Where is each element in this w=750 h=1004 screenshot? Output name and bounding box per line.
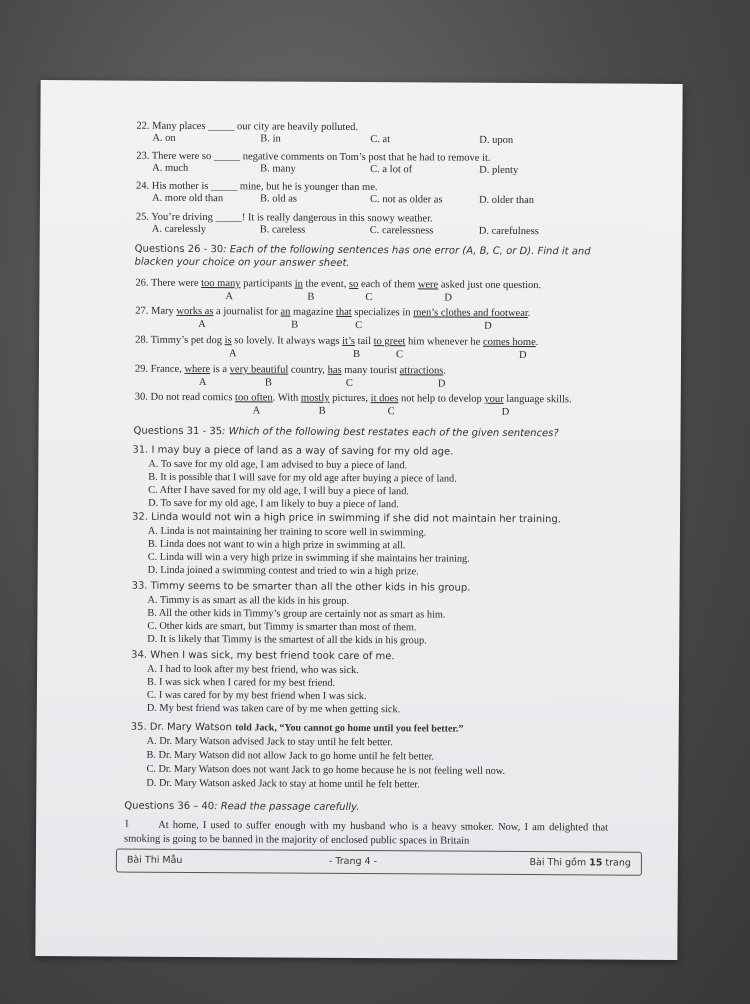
option-b: B. careless xyxy=(259,224,306,236)
error-marker-a: A xyxy=(225,291,233,303)
question-34: 34. When I was sick, my best friend took care of me. xyxy=(131,649,395,663)
footer-page-number: - Trang 4 - xyxy=(328,855,378,868)
question-32-option-d: D. Linda joined a swimming contest and tried to win a high prize. xyxy=(147,564,419,578)
exam-sheet xyxy=(35,80,682,960)
error-marker-a: A xyxy=(198,319,206,331)
error-marker-a: A xyxy=(198,377,207,389)
option-d: D. older than xyxy=(478,194,535,207)
question-34-option-c: C. I was cared for by my best friend when I was sick. xyxy=(146,689,367,703)
error-marker-a: A xyxy=(228,348,237,360)
question-35-option-d: D. Dr. Mary Watson asked Jack to stay at home until he felt better. xyxy=(146,777,420,791)
question-33-option-c: C. Other kids are smart, but Timmy is smarter than most of them. xyxy=(147,620,417,634)
option-d: D. plenty xyxy=(479,164,519,176)
footer-page-count: Bài Thi gồm 15 trang xyxy=(529,857,631,869)
page-footer xyxy=(116,849,642,876)
passage-text: At home, I used to suffer enough with my husband who is a heavy smoker. Now, I am delighted that smoking is going to be banned in the majority of enclosed public spaces in Britain xyxy=(124,819,609,847)
question-33-option-d: D. It is likely that Timmy is the smartest of all the kids in his group. xyxy=(147,633,427,647)
error-marker-d: D xyxy=(444,292,452,304)
question-24: 24. His mother is _____ mine, but he is younger than me. xyxy=(136,180,378,194)
option-b: B. many xyxy=(260,163,296,175)
error-marker-b: B xyxy=(264,377,272,389)
error-marker-b: B xyxy=(291,319,299,331)
option-c: C. carelessness xyxy=(369,225,434,237)
question-33-option-b: B. All the other kids in Timmy’s group are certainly not as smart as him. xyxy=(147,607,446,621)
option-a: A. on xyxy=(152,132,176,144)
option-a: A. carelessly xyxy=(151,223,207,236)
section-instruction: : Read the passage carefully. xyxy=(214,801,360,814)
question-33: 33. Timmy seems to be smarter than all the other kids in his group. xyxy=(131,580,471,594)
question-31-option-c: C. After I have saved for my old age, I will buy a piece of land. xyxy=(148,484,409,498)
question-35-option-c: C. Dr. Mary Watson does not want Jack to go home because he is not feeling well now. xyxy=(146,763,506,777)
section-number: Questions 26 - 30 xyxy=(134,243,224,256)
error-marker-b: B xyxy=(307,291,315,303)
question-31-option-a: A. To save for my old age, I am advised to buy a piece of land. xyxy=(148,458,408,472)
error-marker-a: A xyxy=(252,405,261,417)
error-marker-c: C xyxy=(395,349,404,361)
question-25: 25. You’re driving _____! It is really dangerous in this snowy weather. xyxy=(135,211,433,225)
question-35-option-a: A. Dr. Mary Watson advised Jack to stay until he felt better. xyxy=(146,735,393,749)
section-number: Questions 36 – 40 xyxy=(124,800,215,813)
error-marker-d: D xyxy=(484,320,492,332)
question-34-option-d: D. My best friend was taken care of by me when getting sick. xyxy=(146,702,401,716)
question-33-option-a: A. Timmy is as smart as all the kids in his group. xyxy=(147,594,350,607)
error-marker-d: D xyxy=(501,406,510,418)
question-31: 31. I may buy a piece of land as a way of saving for my old age. xyxy=(132,444,454,458)
error-marker-c: C xyxy=(355,319,363,332)
error-marker-d: D xyxy=(437,378,446,390)
question-27: 27. Mary works as a journalist for an magazine that specializes in men’s clothes and footwear. xyxy=(135,305,531,320)
question-30: 30. Do not read comics too often. With mostly pictures, it does not help to develop your language skills. xyxy=(134,391,572,406)
section-header-36-40 xyxy=(124,800,359,814)
error-marker-c: C xyxy=(345,377,353,389)
section-header-31-35 xyxy=(133,425,633,441)
option-c: C. not as older as xyxy=(369,194,443,206)
option-d: D. carefulness xyxy=(478,225,539,238)
option-c: C. at xyxy=(370,134,391,146)
question-22: 22. Many places _____ our city are heavily polluted. xyxy=(136,120,359,133)
question-23: 23. There were so _____ negative comments on Tom’s post that he had to remove it. xyxy=(136,150,491,164)
question-35-option-b: B. Dr. Mary Watson did not allow Jack to go home until he felt better. xyxy=(146,749,435,763)
section-instruction: : Each of the following sentences has one error (A, B, C, or D). Find it and blacken your choice on your answer sheet. xyxy=(134,244,591,269)
question-31-option-b: B. It is possible that I will save for my old age after buying a piece of land. xyxy=(148,471,457,485)
option-b: B. old as xyxy=(259,193,298,205)
question-35: 35. Dr. Mary Watson told Jack, “You cannot go home until you feel better.” xyxy=(130,721,464,735)
section-number: Questions 31 - 35 xyxy=(133,425,223,438)
question-32-option-a: A. Linda is not maintaining her training to score well in swimming. xyxy=(147,525,427,539)
question-26: 26. There were too many participants in the event, so each of them were asked just one question. xyxy=(135,277,542,292)
question-32-option-c: C. Linda will win a very high prize in swimming if she maintains her training. xyxy=(147,551,470,565)
question-34-option-a: A. I had to look after my best friend, who was sick. xyxy=(147,663,359,677)
question-32-option-b: B. Linda does not want to win a high prize in swimming at all. xyxy=(147,538,406,552)
option-c: C. a lot of xyxy=(370,164,413,176)
error-marker-b: B xyxy=(318,405,326,417)
section-instruction: : Which of the following best restates each of the given sentences? xyxy=(222,426,559,440)
footer-title: Bài Thi Mẫu xyxy=(126,854,183,866)
question-34-option-b: B. I was sick when I cared for my best friend. xyxy=(146,676,336,689)
question-32: 32. Linda would not win a high price in swimming if she did not maintain her training. xyxy=(131,511,561,526)
error-marker-d: D xyxy=(518,349,527,362)
option-a: A. much xyxy=(152,162,189,174)
option-d: D. upon xyxy=(479,134,514,146)
question-28: 28. Timmy’s pet dog is so lovely. It always wags it’s tail to greet him whenever he comes home. xyxy=(135,334,539,349)
section-header-26-30 xyxy=(135,243,605,272)
option-b: B. in xyxy=(260,133,281,145)
question-29: 29. France, where is a very beautiful country, has many tourist attractions. xyxy=(134,363,447,377)
question-24-options xyxy=(151,192,592,207)
passage-line-number: 1 xyxy=(124,818,130,830)
option-a: A. more old than xyxy=(151,192,224,205)
error-marker-c: C xyxy=(365,292,373,304)
error-marker-b: B xyxy=(352,348,361,361)
error-marker-c: C xyxy=(387,406,395,418)
question-31-option-d: D. To save for my old age, I am likely to buy a piece of land. xyxy=(148,497,399,511)
